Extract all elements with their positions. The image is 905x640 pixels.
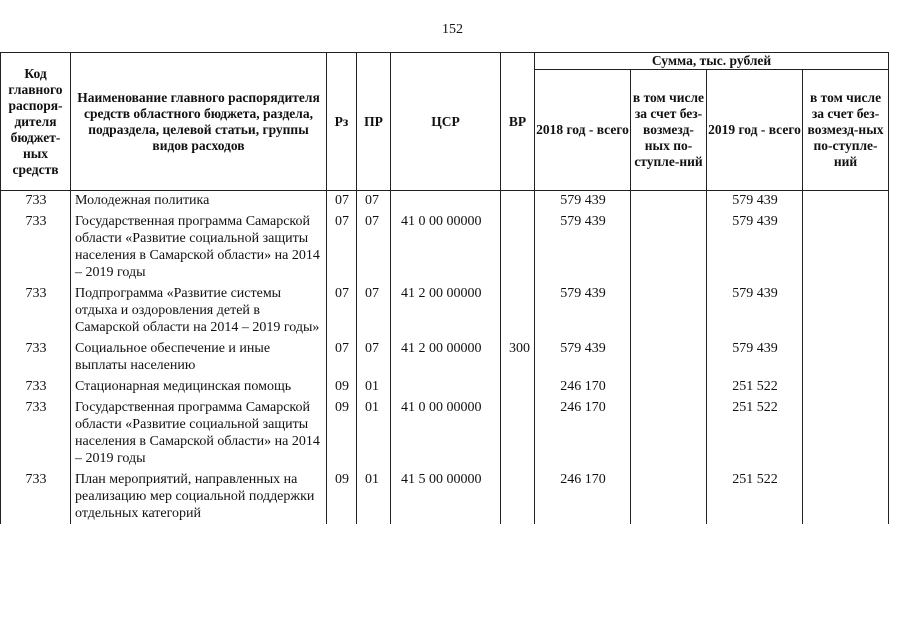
- table-row: [1, 211, 889, 283]
- table-row: [1, 469, 889, 524]
- cell-free-2018: [631, 283, 707, 338]
- cell-sum-2018: 246 170: [535, 469, 631, 524]
- cell-code: 733: [1, 211, 71, 283]
- header-rz: Рз: [327, 53, 357, 191]
- cell-name: Социальное обеспечение и иные выплаты населению: [71, 338, 327, 376]
- cell-rz: 09: [327, 397, 357, 469]
- cell-free-2018: [631, 338, 707, 376]
- cell-free-2018: [631, 211, 707, 283]
- header-sum-group: Сумма, тыс. рублей: [535, 53, 889, 70]
- cell-free-2018: [631, 191, 707, 212]
- cell-pr: 07: [357, 191, 391, 212]
- cell-free-2019: [803, 338, 889, 376]
- cell-sum-2019: 579 439: [707, 338, 803, 376]
- cell-csr: 41 2 00 00000: [391, 338, 501, 376]
- cell-sum-2019: 579 439: [707, 211, 803, 283]
- cell-rz: 09: [327, 376, 357, 397]
- cell-sum-2019: 251 522: [707, 397, 803, 469]
- cell-sum-2018: 579 439: [535, 283, 631, 338]
- cell-free-2019: [803, 283, 889, 338]
- cell-free-2019: [803, 376, 889, 397]
- cell-vr: 300: [501, 338, 535, 376]
- cell-vr: [501, 211, 535, 283]
- cell-rz: 07: [327, 191, 357, 212]
- header-2019-total: 2019 год - всего: [707, 70, 803, 191]
- cell-name: Государственная программа Самарской области «Развитие социальной защиты населения в Самарской области» на 2014 – 2019 годы: [71, 211, 327, 283]
- cell-sum-2018: 579 439: [535, 338, 631, 376]
- cell-csr: 41 5 00 00000: [391, 469, 501, 524]
- cell-rz: 09: [327, 469, 357, 524]
- cell-sum-2019: 579 439: [707, 283, 803, 338]
- cell-sum-2018: 579 439: [535, 211, 631, 283]
- cell-free-2019: [803, 211, 889, 283]
- table-row: [1, 338, 889, 376]
- cell-free-2018: [631, 469, 707, 524]
- budget-table: [0, 52, 889, 524]
- cell-pr: 01: [357, 397, 391, 469]
- cell-name: План мероприятий, направленных на реализацию мер социальной поддержки отдельных категорий: [71, 469, 327, 524]
- cell-vr: [501, 191, 535, 212]
- cell-code: 733: [1, 376, 71, 397]
- cell-name: Государственная программа Самарской области «Развитие социальной защиты населения в Самарской области» на 2014 – 2019 годы: [71, 397, 327, 469]
- cell-rz: 07: [327, 283, 357, 338]
- cell-csr: [391, 376, 501, 397]
- cell-sum-2018: 579 439: [535, 191, 631, 212]
- header-pr: ПР: [357, 53, 391, 191]
- cell-pr: 01: [357, 469, 391, 524]
- cell-vr: [501, 469, 535, 524]
- table-row: [1, 376, 889, 397]
- table-header: [1, 53, 889, 191]
- cell-name: Стационарная медицинская помощь: [71, 376, 327, 397]
- cell-pr: 01: [357, 376, 391, 397]
- header-2018-total: 2018 год - всего: [535, 70, 631, 191]
- cell-csr: 41 0 00 00000: [391, 397, 501, 469]
- cell-code: 733: [1, 191, 71, 212]
- header-csr: ЦСР: [391, 53, 501, 191]
- cell-csr: 41 0 00 00000: [391, 211, 501, 283]
- cell-csr: 41 2 00 00000: [391, 283, 501, 338]
- cell-vr: [501, 376, 535, 397]
- cell-pr: 07: [357, 211, 391, 283]
- cell-code: 733: [1, 469, 71, 524]
- table-body: [1, 191, 889, 525]
- header-code: Код главного распоря-дителя бюджет-ных средств: [1, 53, 71, 191]
- cell-free-2018: [631, 376, 707, 397]
- cell-sum-2019: 251 522: [707, 469, 803, 524]
- header-2018-free: в том числе за счет без-возмезд-ных по-ступле-ний: [631, 70, 707, 191]
- cell-code: 733: [1, 283, 71, 338]
- cell-name: Молодежная политика: [71, 191, 327, 212]
- table-row: [1, 191, 889, 212]
- cell-sum-2018: 246 170: [535, 397, 631, 469]
- table-row: [1, 397, 889, 469]
- cell-sum-2019: 579 439: [707, 191, 803, 212]
- cell-pr: 07: [357, 338, 391, 376]
- table-row: [1, 283, 889, 338]
- cell-vr: [501, 397, 535, 469]
- cell-name: Подпрограмма «Развитие системы отдыха и оздоровления детей в Самарской области на 2014 – 2019 годы»: [71, 283, 327, 338]
- cell-free-2019: [803, 469, 889, 524]
- cell-free-2019: [803, 397, 889, 469]
- cell-free-2018: [631, 397, 707, 469]
- cell-free-2019: [803, 191, 889, 212]
- cell-code: 733: [1, 338, 71, 376]
- header-name: Наименование главного распорядителя средств областного бюджета, раздела, подраздела, целевой статьи, группы видов расходов: [71, 53, 327, 191]
- cell-sum-2018: 246 170: [535, 376, 631, 397]
- header-2019-free: в том числе за счет без-возмезд-ных по-ступле-ний: [803, 70, 889, 191]
- cell-code: 733: [1, 397, 71, 469]
- cell-rz: 07: [327, 211, 357, 283]
- cell-vr: [501, 283, 535, 338]
- cell-rz: 07: [327, 338, 357, 376]
- cell-sum-2019: 251 522: [707, 376, 803, 397]
- header-vr: ВР: [501, 53, 535, 191]
- cell-csr: [391, 191, 501, 212]
- cell-pr: 07: [357, 283, 391, 338]
- page-number: 152: [442, 22, 463, 37]
